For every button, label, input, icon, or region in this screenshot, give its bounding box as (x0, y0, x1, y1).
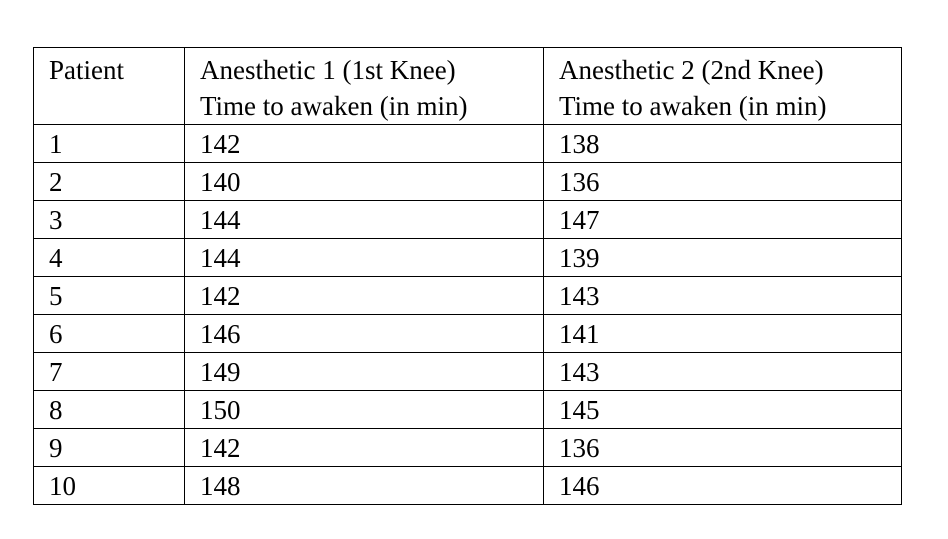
data-table (33, 47, 902, 505)
cell-anesthetic-2: 145 (544, 391, 902, 429)
cell-anesthetic-2: 146 (544, 467, 902, 505)
cell-patient: 6 (34, 315, 185, 353)
cell-anesthetic-1: 142 (185, 277, 544, 315)
header-anesthetic-1-line-2: Time to awaken (in min) (200, 91, 468, 121)
table-row (34, 125, 902, 163)
header-anesthetic-2-line-1: Anesthetic 2 (2nd Knee) (559, 55, 824, 85)
cell-patient: 3 (34, 201, 185, 239)
header-anesthetic-2 (544, 48, 902, 125)
cell-patient: 4 (34, 239, 185, 277)
cell-anesthetic-1: 144 (185, 201, 544, 239)
table-row (34, 277, 902, 315)
table-row (34, 391, 902, 429)
header-anesthetic-1 (185, 48, 544, 125)
cell-anesthetic-1: 142 (185, 429, 544, 467)
cell-anesthetic-2: 147 (544, 201, 902, 239)
cell-anesthetic-1: 142 (185, 125, 544, 163)
cell-anesthetic-2: 139 (544, 239, 902, 277)
cell-anesthetic-2: 136 (544, 429, 902, 467)
cell-patient: 7 (34, 353, 185, 391)
table-header (34, 48, 902, 125)
cell-anesthetic-1: 144 (185, 239, 544, 277)
cell-patient: 8 (34, 391, 185, 429)
table-body (34, 125, 902, 505)
cell-anesthetic-2: 138 (544, 125, 902, 163)
header-anesthetic-1-line-1: Anesthetic 1 (1st Knee) (200, 55, 456, 85)
table-row (34, 201, 902, 239)
header-row (34, 48, 902, 125)
cell-anesthetic-1: 148 (185, 467, 544, 505)
cell-anesthetic-2: 141 (544, 315, 902, 353)
header-anesthetic-2-line-2: Time to awaken (in min) (559, 91, 827, 121)
table-row (34, 239, 902, 277)
cell-anesthetic-1: 150 (185, 391, 544, 429)
cell-patient: 10 (34, 467, 185, 505)
cell-patient: 5 (34, 277, 185, 315)
cell-anesthetic-1: 140 (185, 163, 544, 201)
table-row (34, 353, 902, 391)
table-row (34, 315, 902, 353)
cell-anesthetic-2: 143 (544, 353, 902, 391)
cell-patient: 2 (34, 163, 185, 201)
cell-anesthetic-1: 146 (185, 315, 544, 353)
header-patient-label: Patient (49, 55, 124, 85)
table-row (34, 163, 902, 201)
table-row (34, 467, 902, 505)
cell-patient: 1 (34, 125, 185, 163)
cell-patient: 9 (34, 429, 185, 467)
table-row (34, 429, 902, 467)
cell-anesthetic-2: 143 (544, 277, 902, 315)
cell-anesthetic-1: 149 (185, 353, 544, 391)
cell-anesthetic-2: 136 (544, 163, 902, 201)
header-patient (34, 48, 185, 125)
